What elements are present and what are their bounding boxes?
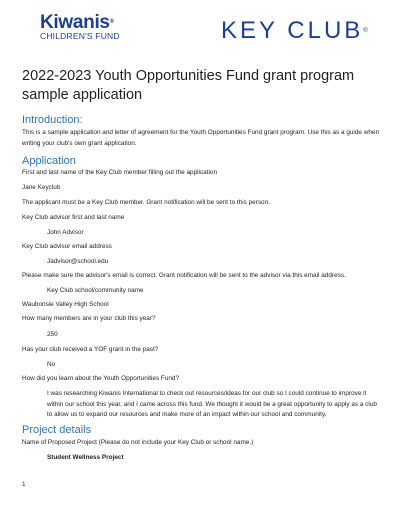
key-club-logo: KEY CLUB® bbox=[221, 17, 368, 44]
intro-heading: Introduction: bbox=[22, 114, 83, 126]
question-received: Has your club received a YOF grant in the past? bbox=[22, 346, 159, 353]
question-advisor-email: Key Club advisor email address bbox=[22, 243, 112, 250]
question-advisor-name: Key Club advisor first and last name bbox=[22, 214, 125, 221]
answer-received: No bbox=[47, 361, 56, 368]
note-member: The applicant must be a Key Club member. Grant notification will be sent to this person. bbox=[22, 199, 270, 206]
question-project-name: Name of Proposed Project (Please do not include your Key Club or school name.) bbox=[22, 439, 254, 446]
question-member-name: First and last name of the Key Club member filling out the application bbox=[22, 169, 218, 176]
page-number: 1 bbox=[22, 481, 26, 488]
application-heading: Application bbox=[22, 155, 76, 167]
answer-school: Waubonsie Valley High School bbox=[22, 301, 109, 308]
childrens-fund-label: CHILDREN'S FUND bbox=[40, 31, 120, 41]
kiwanis-logo-word: Kiwanis® bbox=[40, 12, 114, 33]
question-school: Key Club school/community name bbox=[47, 287, 144, 294]
intro-text: This is a sample application and letter of agreement for the Youth Opportunities Fund grant program. Use this as a guide when writing your club's own grant application. bbox=[22, 129, 380, 147]
kiwanis-childrens-fund-logo bbox=[40, 13, 120, 41]
note-advisor: Please make sure the advisor's email is correct. Grant notification will be sent to the advisor via this email address. bbox=[22, 272, 346, 279]
answer-project-name: Student Wellness Project bbox=[47, 454, 124, 461]
project-heading: Project details bbox=[22, 424, 92, 436]
answer-members: 250 bbox=[47, 331, 58, 338]
question-members: How many members are in your club this year? bbox=[22, 315, 156, 322]
answer-learn: I was researching Kiwanis International to check out resources/ideas for our club so I could continue to improve it within our school this year, and I came across this fund. We thought it would be a great opportunity to apply as a club to allow us to expand our resources and make more of an impact within our school and community. bbox=[47, 390, 377, 418]
answer-advisor-name: John Advisor bbox=[47, 229, 84, 236]
question-learn: How did you learn about the Youth Opportunities Fund? bbox=[22, 375, 180, 382]
page-title: 2022-2023 Youth Opportunities Fund grant program sample application bbox=[22, 68, 355, 103]
answer-advisor-email: Jadvisor@school.edu bbox=[47, 258, 109, 265]
answer-member-name: Jane Keyclub bbox=[22, 184, 61, 191]
